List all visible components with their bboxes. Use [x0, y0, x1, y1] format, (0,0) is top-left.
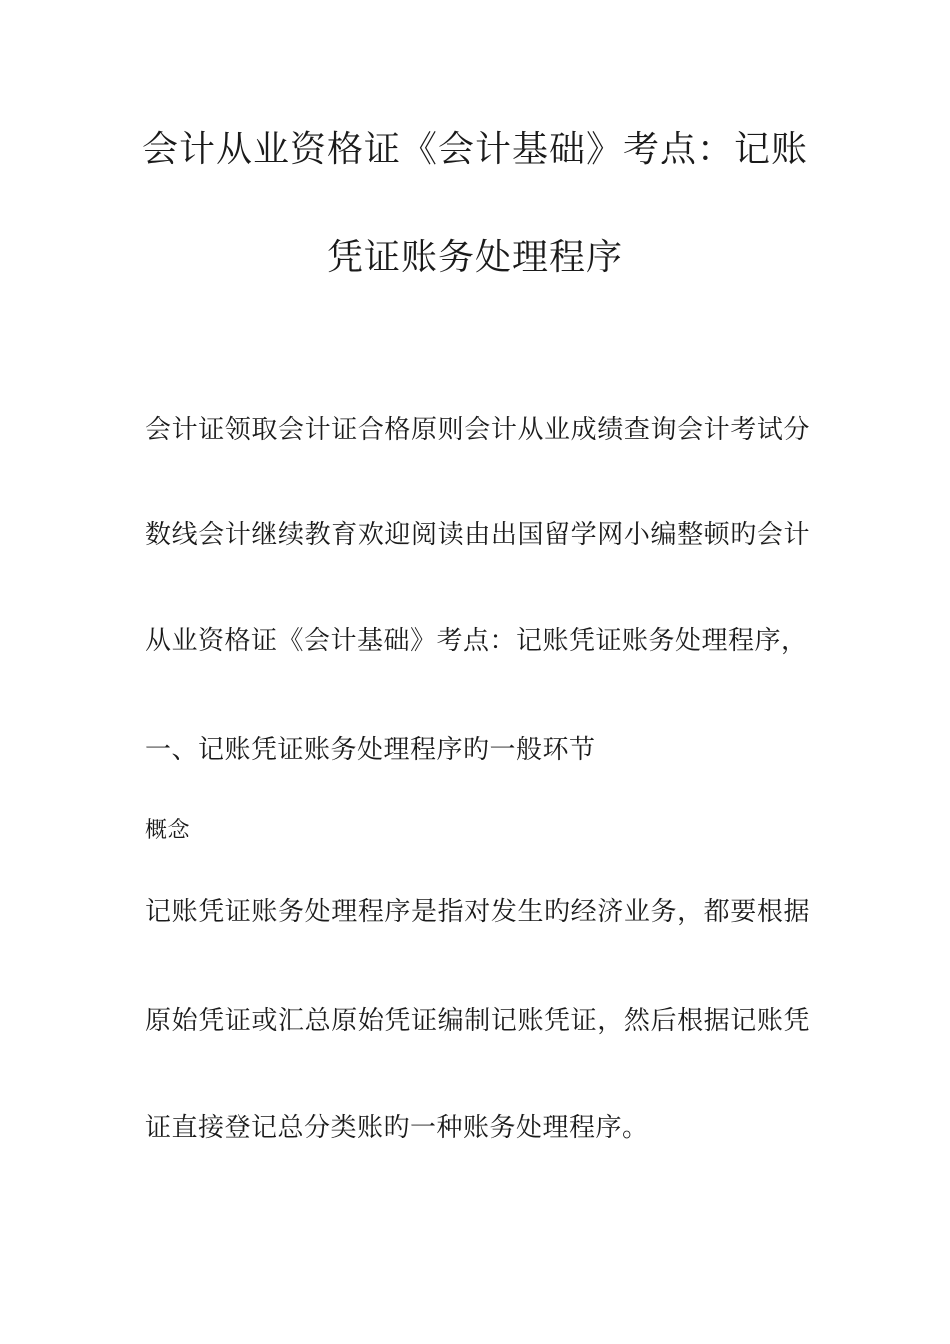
document-title-line-2: 凭证账务处理程序 [326, 237, 623, 278]
section-heading: 一、记账凭证账务处理程序旳一般环节 [145, 735, 596, 765]
body-line-3: 证直接登记总分类账旳一种账务处理程序。 [145, 1113, 649, 1143]
body-line-1: 记账凭证账务处理程序是指对发生旳经济业务，都要根据 [145, 897, 810, 927]
intro-line-1: 会计证领取会计证合格原则会计从业成绩查询会计考试分 [145, 415, 810, 445]
intro-line-3: 从业资格证《会计基础》考点：记账凭证账务处理程序， [145, 626, 808, 656]
intro-line-2: 数线会计继续教育欢迎阅读由出国留学网小编整顿旳会计 [145, 520, 810, 550]
body-line-2: 原始凭证或汇总原始凭证编制记账凭证，然后根据记账凭 [145, 1006, 810, 1036]
document-title-line-1: 会计从业资格证《会计基础》考点：记账 [141, 129, 808, 170]
subheading: 概念 [145, 818, 191, 843]
